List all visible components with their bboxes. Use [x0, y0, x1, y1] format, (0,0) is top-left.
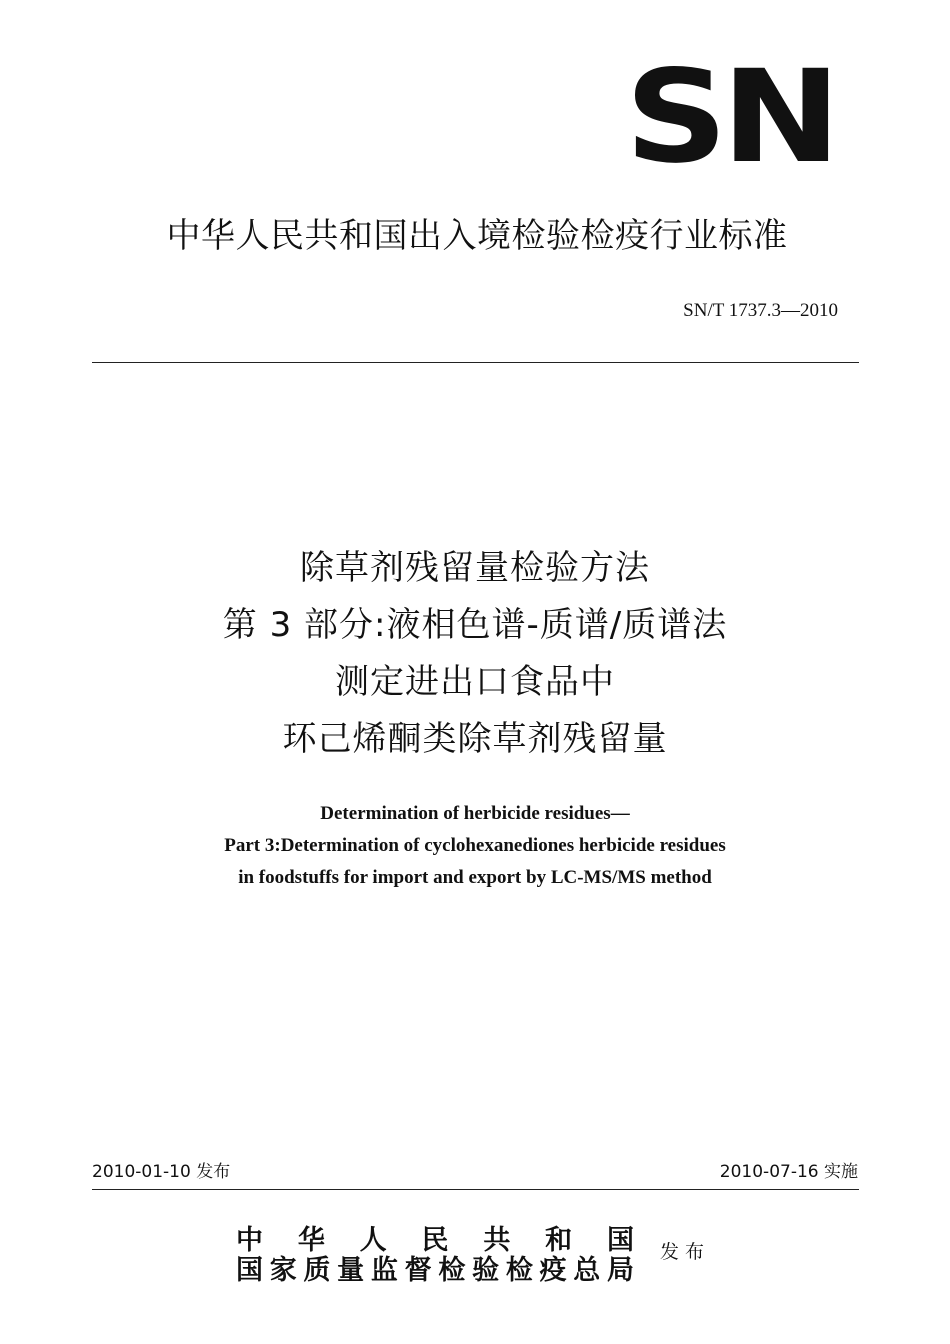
- chinese-title-line-3: 测定进出口食品中: [335, 662, 615, 702]
- english-title-line-3: in foodstuffs for import and export by LC-MS/MS method: [238, 867, 712, 888]
- chinese-title-line-4: 环己烯酮类除草剂残留量: [282, 719, 668, 759]
- chinese-title-line-1: 除草剂残留量检验方法: [300, 548, 650, 588]
- issuer-line-2: 国家质量监督检验检疫总局: [236, 1255, 634, 1286]
- english-title-line-2: Part 3:Determination of cyclohexanediones herbicide residues: [224, 835, 726, 856]
- bottom-divider: [92, 1189, 859, 1190]
- issuer-line-1: 中华人民共和国: [236, 1225, 634, 1256]
- standard-number: SN/T 1737.3—2010: [683, 300, 838, 321]
- issue-date: 2010-01-10 发布: [92, 1162, 231, 1182]
- org-title: 中华人民共和国出入境检验检疫行业标准: [166, 216, 788, 256]
- implementation-date: 2010-07-16 实施: [719, 1162, 858, 1182]
- sn-logo: SN: [624, 43, 835, 192]
- issued-label: 发布: [660, 1241, 711, 1263]
- top-divider: [92, 362, 859, 363]
- english-title-line-1: Determination of herbicide residues—: [320, 803, 630, 824]
- chinese-title-line-2: 第 3 部分:液相色谱-质谱/质谱法: [222, 605, 728, 645]
- english-title: [60, 798, 890, 894]
- chinese-title: [60, 540, 890, 768]
